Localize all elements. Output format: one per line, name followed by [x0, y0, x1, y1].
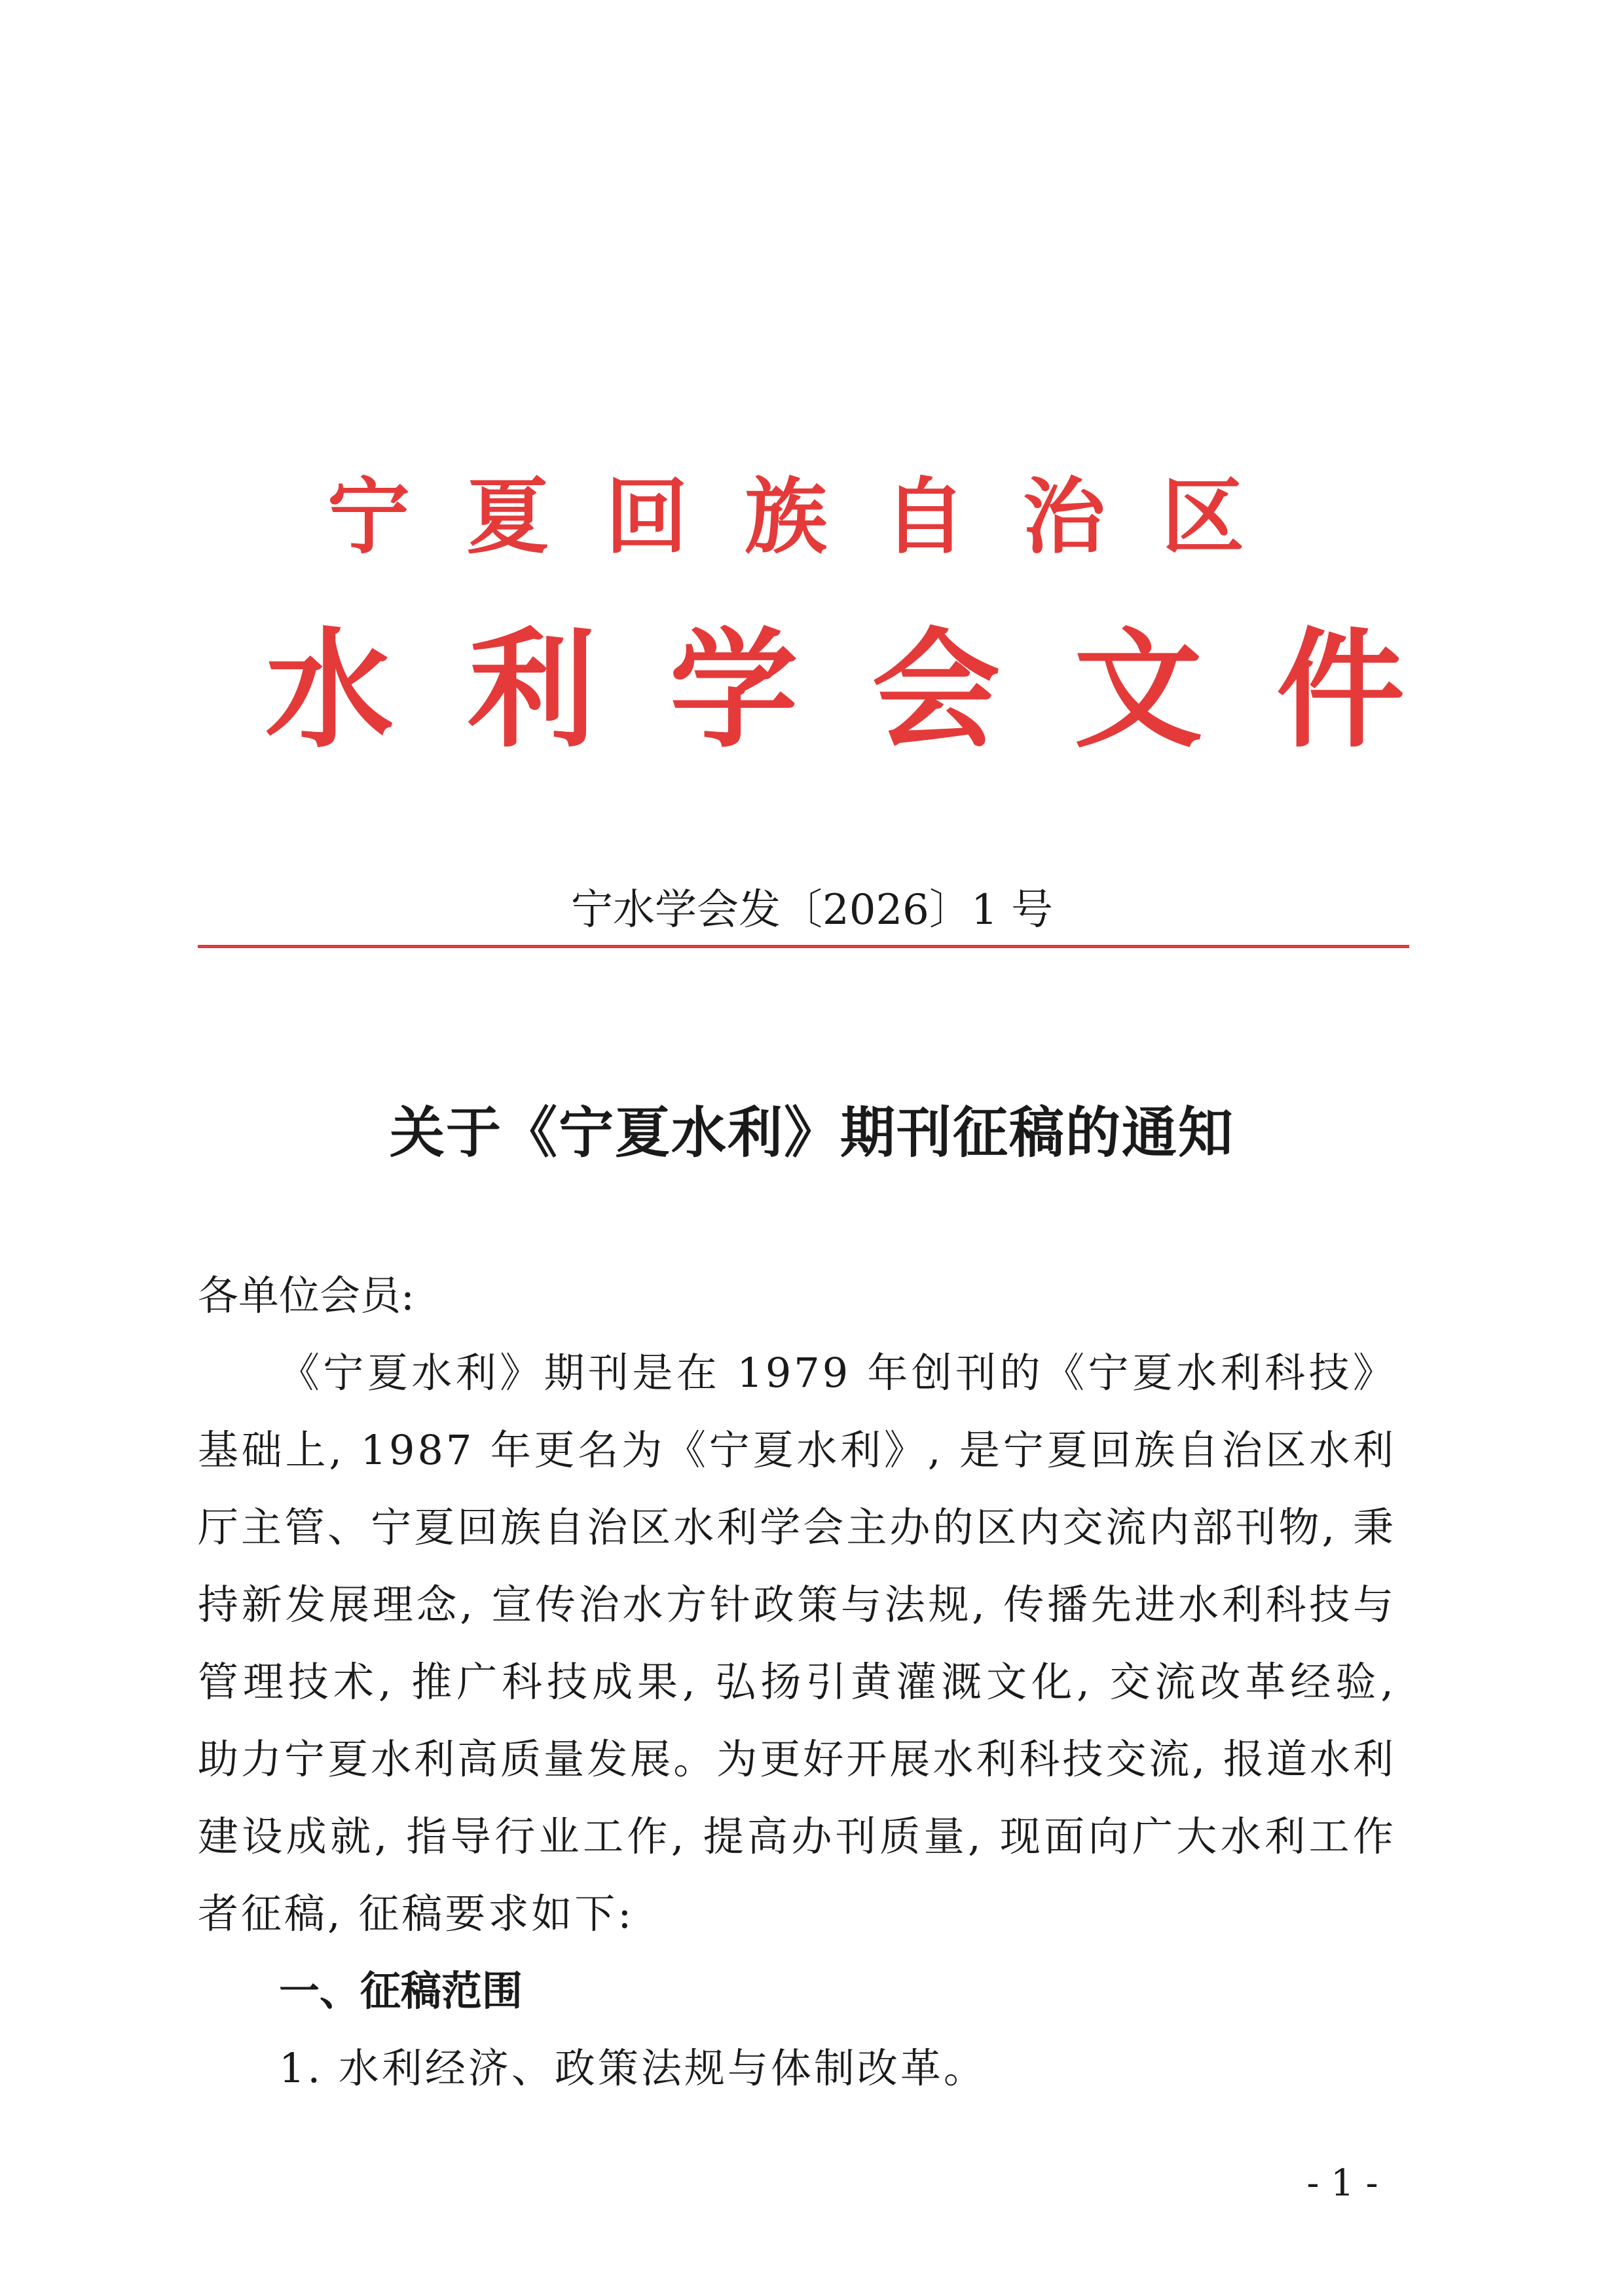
header-char: 会 — [872, 616, 1001, 765]
header-char: 夏 — [466, 469, 549, 565]
header-org-name — [327, 468, 1244, 566]
body-paragraph: 《宁夏水利》期刊是在 1979 年创刊的《宁夏水利科技》基础上, 1987 年更名为《宁夏水利》, 是宁夏回族自治区水利厅主管、宁夏回族自治区水利学会主办的区内交流内部刊物, 秉持新发展理念, 宣传治水方针政策与法规, 传播先进水利科技与管理技术, 推广科技成果, 弘扬引黄灌溉文化, 交流改革经验, 助力宁夏水利高质量发展。为更好开展水利科技交流, 报道水利建设成就, 指导行业工作, 提高办刊质量, 现面向广大水利工作者征稿, 征稿要求如下: — [198, 1349, 1396, 1937]
header-char: 水 — [265, 616, 394, 765]
header-char: 自 — [883, 469, 967, 565]
salutation: 各单位会员: — [198, 1272, 415, 1319]
header-divider — [198, 945, 1409, 948]
header-char: 件 — [1276, 616, 1405, 765]
header-char: 族 — [744, 469, 827, 565]
header-doc-type — [265, 609, 1405, 773]
document-number: 宁水学会发〔2026〕1 号 — [571, 886, 1053, 934]
header-char: 宁 — [327, 469, 410, 565]
list-item: 1. 水利经济、政策法规与体制改革。 — [279, 2044, 987, 2092]
header-char: 利 — [467, 616, 596, 765]
header-char: 学 — [669, 616, 798, 765]
header-char: 文 — [1074, 616, 1203, 765]
header-char: 回 — [605, 469, 688, 565]
header-char: 治 — [1022, 469, 1105, 565]
page-number: - 1 - — [1306, 2162, 1378, 2205]
header-char: 区 — [1161, 469, 1244, 565]
document-body — [198, 1257, 1396, 2107]
section-heading: 一、征稿范围 — [279, 1967, 523, 2015]
document-title: 关于《宁夏水利》期刊征稿的通知 — [389, 1101, 1234, 1165]
